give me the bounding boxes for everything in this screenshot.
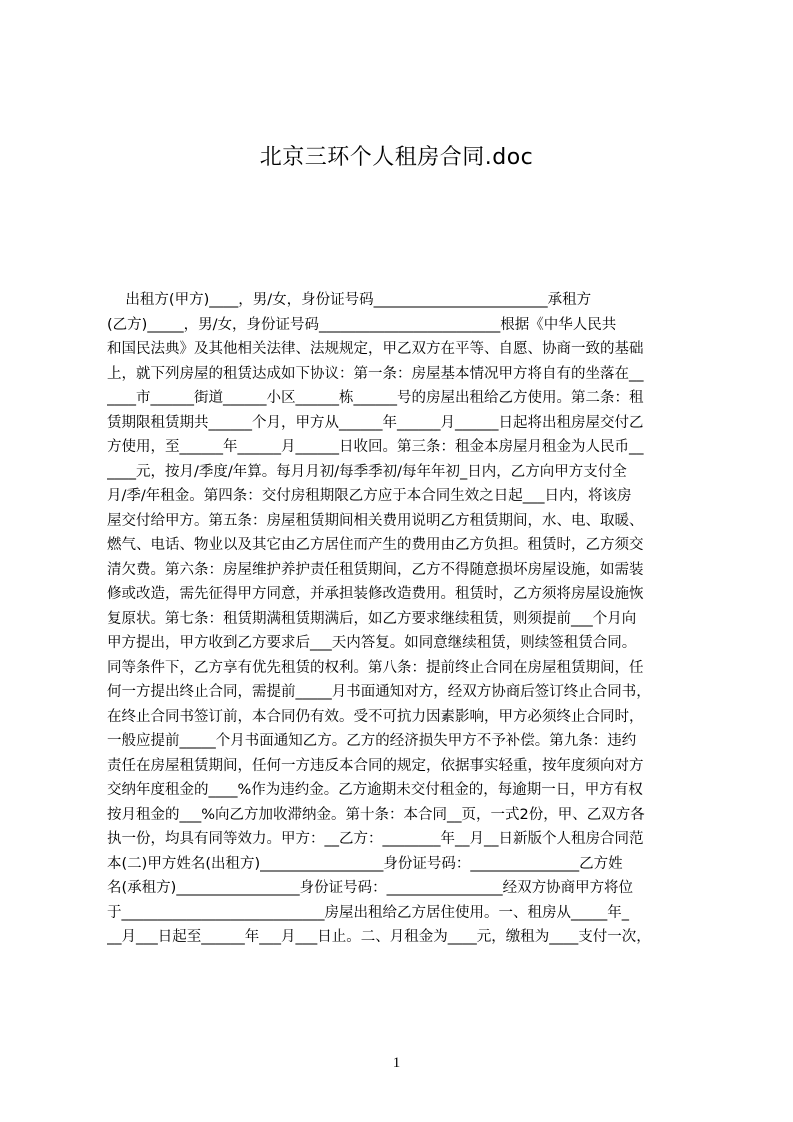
body-line: ____元，按月/季度/年算。每月月初/每季季初/每年年初_日内，乙方向甲方支付全: [107, 463, 627, 480]
body-line: 本(二)甲方姓名(出租方)_________________身份证号码：_______________乙方姓: [107, 855, 623, 872]
body-line: 执一份，均具有同等效力。甲方：__乙方：________年__月__日新版个人租房合同范: [107, 831, 644, 847]
body-line: 交纳年度租金的____%作为违约金。乙方逾期未交付租金的，每逾期一日，甲方有权: [107, 782, 643, 798]
body-line: 何一方提出终止合同，需提前_____月书面通知对方，经双方协商后签订终止合同书，: [107, 684, 651, 700]
body-line: (乙方)_____，男/女，身份证号码_________________________根据《中华人民共: [107, 316, 617, 333]
body-line: __月___日起至______年___月___日止。二、月租金为____元，缴租为____支付一次，: [107, 929, 651, 945]
body-line: 于____________________________房屋出租给乙方居住使用。一、租房从_____年_: [107, 904, 629, 921]
body-line: 在终止合同书签订前，本合同仍有效。受不可抗力因素影响，甲方必须终止合同时，: [107, 708, 644, 725]
body-line: 出租方(甲方)____，男/女，身份证号码________________________承租方: [107, 292, 592, 308]
body-line: 同等条件下，乙方享有优先租赁的权利。第八条：提前终止合同在房屋租赁期间，任: [107, 659, 644, 676]
body-line: 复原状。第七条：租赁期满租赁期满后，如乙方要求继续租赁，则须提前___个月向: [107, 610, 637, 627]
body-line: 方使用，至______年______月______日收回。第三条：租金本房屋月租金为人民币__: [107, 439, 644, 455]
body-line: 和国民法典》及其他相关法律、法规规定，甲乙双方在平等、自愿、协商一致的基础: [107, 341, 644, 357]
body-line: ____市______街道______小区______栋______号的房屋出租给乙方使用。第二条：租: [107, 390, 644, 406]
body-line: 燃气、电话、物业以及其它由乙方居住而产生的费用由乙方负担。租赁时，乙方须交: [107, 537, 644, 553]
contract-body: [107, 288, 697, 950]
body-line: 甲方提出，甲方收到乙方要求后___天内答复。如同意继续租赁，则续签租赁合同。: [107, 635, 637, 651]
body-line: 按月租金的___%向乙方加收滞纳金。第十条：本合同__页，一式2份，甲、乙双方各: [107, 806, 645, 823]
body-line: 月/季/年租金。第四条：交付房租期限乙方应于本合同生效之日起___日内，将该房: [107, 488, 632, 504]
body-line: 修或改造，需先征得甲方同意，并承担装修改造费用。租赁时，乙方须将房屋设施恢: [107, 586, 644, 602]
body-line: 清欠费。第六条：房屋维护养护责任租赁期间，乙方不得随意损坏房屋设施，如需装: [107, 561, 644, 578]
body-line: 屋交付给甲方。第五条：房屋租赁期间相关费用说明乙方租赁期间，水、电、取暖、: [107, 512, 644, 529]
body-line: 名(承租方)_________________身份证号码：________________经双方协商甲方将位: [107, 880, 634, 896]
body-line: 责任在房屋租赁期间，任何一方违反本合同的规定，依据事实轻重，按年度须向对方: [107, 757, 644, 774]
body-line: 一般应提前_____个月书面通知乙方。乙方的经济损失甲方不予补偿。第九条：违约: [107, 733, 637, 749]
page-number: 1: [392, 1055, 401, 1071]
body-line: 上，就下列房屋的租赁达成如下协议：第一条：房屋基本情况甲方将自有的坐落在__: [107, 365, 644, 382]
document-title: 北京三环个人租房合同.doc: [259, 145, 534, 170]
body-line: 赁期限租赁期共______个月，甲方从______年______月______日起将出租房屋交付乙: [107, 414, 644, 431]
